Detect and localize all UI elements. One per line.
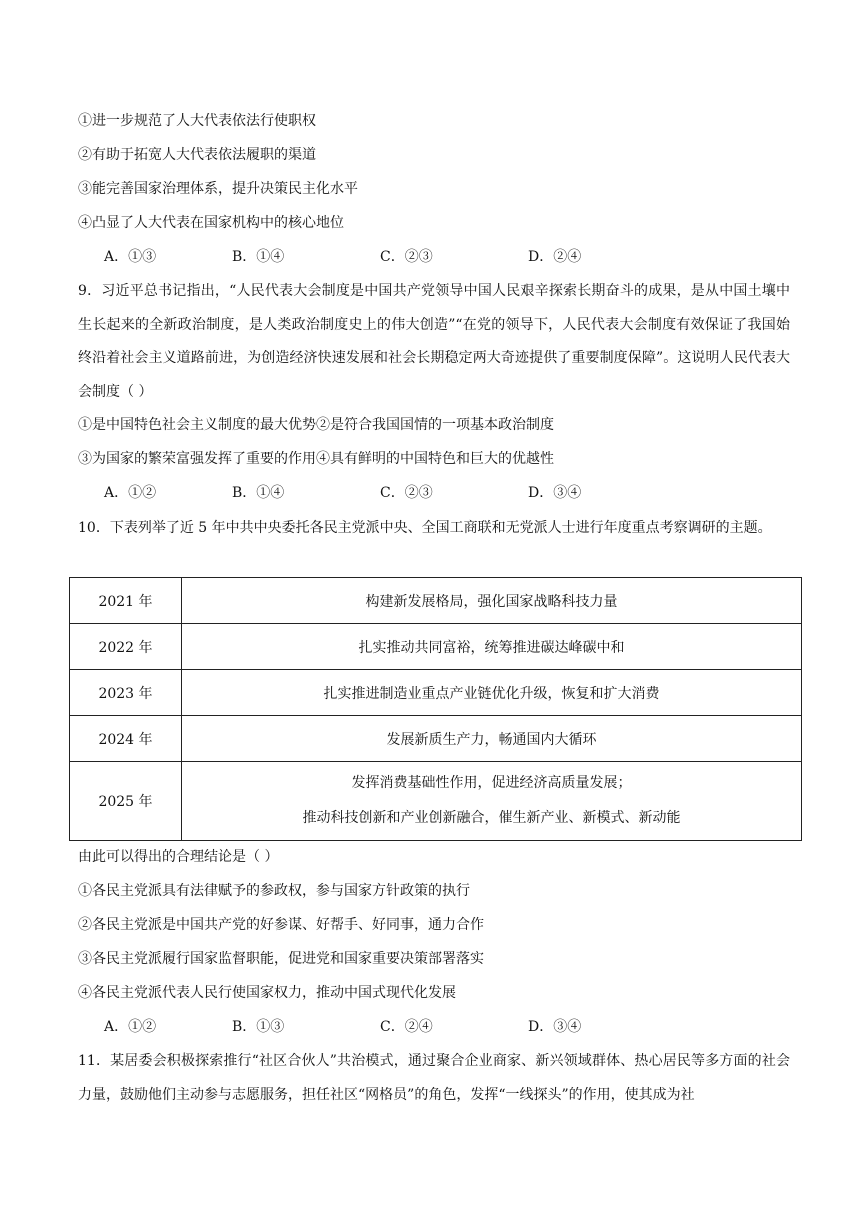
q10-item-1: ①各民主党派具有法律赋予的参政权，参与国家方针政策的执行 [78, 883, 470, 899]
topic-cell: 扎实推动共同富裕，统筹推进碳达峰碳中和 [182, 624, 802, 670]
topic-cell: 发展新质生产力，畅通国内大循环 [182, 716, 802, 762]
year-cell: 2022 年 [70, 624, 182, 670]
table-row [70, 624, 802, 670]
table-row [70, 670, 802, 716]
q8-option-a: A．①③ [104, 249, 157, 265]
topic-cell: 扎实推进制造业重点产业链优化升级，恢复和扩大消费 [182, 670, 802, 716]
q10-option-d: D．③④ [528, 1019, 582, 1035]
q9-option-d: D．③④ [528, 485, 582, 501]
q8-option-d: D．②④ [528, 249, 582, 265]
year-cell: 2025 年 [70, 762, 182, 841]
q10-stem: 10．下表列举了近 5 年中共中央委托各民主党派中央、全国工商联和无党派人士进行年度重点考察调研的主题。 [78, 520, 772, 536]
q10-option-c: C．②④ [380, 1019, 433, 1035]
q9-stem: 9．习近平总书记指出，“人民代表大会制度是中国共产党领导中国人民艰辛探索长期奋斗的成果，是从中国土壤中生长起来的全新政治制度，是人类政治制度史上的伟大创造”“在党的领导下，人民代表大会制度有效保证了我国始终沿着社会主义道路前进，为创造经济快速发展和社会长期稳定两大奇迹提供了重要制度保障”。这说明人民代表大会制度（ ） [78, 283, 790, 400]
q9-item-line-1: ①是中国特色社会主义制度的最大优势②是符合我国国情的一项基本政治制度 [78, 417, 554, 433]
table-row [70, 578, 802, 624]
q10-option-a: A．①② [104, 1019, 157, 1035]
topic-line-2: 推动科技创新和产业创新融合，催生新产业、新模式、新动能 [302, 810, 681, 826]
q9-option-b: B．①④ [232, 485, 285, 501]
table-row [70, 762, 802, 841]
q10-conclusion: 由此可以得出的合理结论是（ ） [78, 849, 279, 865]
q10-item-3: ③各民主党派履行国家监督职能，促进党和国家重要决策部署落实 [78, 951, 484, 967]
year-cell: 2021 年 [70, 578, 182, 624]
q8-item-4: ④凸显了人大代表在国家机构中的核心地位 [78, 215, 344, 231]
q8-item-3: ③能完善国家治理体系，提升决策民主化水平 [78, 181, 358, 197]
q8-option-c: C．②③ [380, 249, 433, 265]
q9-item-line-2: ③为国家的繁荣富强发挥了重要的作用④具有鲜明的中国特色和巨大的优越性 [78, 451, 554, 467]
topic-cell [182, 762, 802, 841]
q9-option-a: A．①② [104, 485, 157, 501]
survey-topics-table [69, 577, 802, 841]
q8-option-b: B．①④ [232, 249, 285, 265]
year-cell: 2023 年 [70, 670, 182, 716]
q10-item-2: ②各民主党派是中国共产党的好参谋、好帮手、好同事，通力合作 [78, 917, 484, 933]
q8-item-2: ②有助于拓宽人大代表依法履职的渠道 [78, 147, 316, 163]
year-cell: 2024 年 [70, 716, 182, 762]
topic-cell: 构建新发展格局，强化国家战略科技力量 [182, 578, 802, 624]
table-row [70, 716, 802, 762]
q10-option-b: B．①③ [232, 1019, 285, 1035]
q9-option-c: C．②③ [380, 485, 433, 501]
q8-item-1: ①进一步规范了人大代表依法行使职权 [78, 113, 316, 129]
q10-item-4: ④各民主党派代表人民行使国家权力，推动中国式现代化发展 [78, 985, 456, 1001]
q11-stem: 11．某居委会积极探索推行“社区合伙人”共治模式，通过聚合企业商家、新兴领域群体、热心居民等多方面的社会力量，鼓励他们主动参与志愿服务，担任社区“网格员”的角色，发挥“一线探头”的作用，使其成为社 [78, 1053, 790, 1103]
topic-line-1: 发挥消费基础性作用，促进经济高质量发展； [351, 775, 632, 791]
